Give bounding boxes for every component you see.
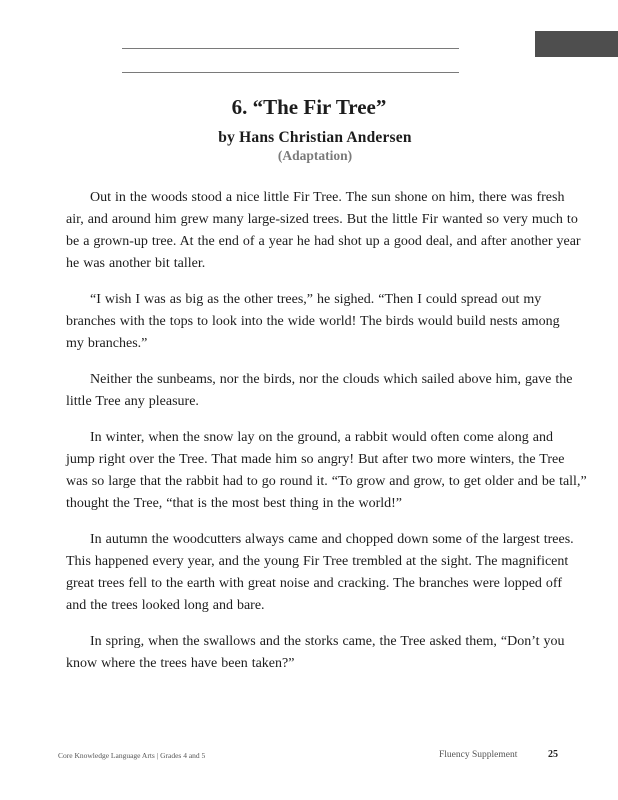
adaptation-note: (Adaptation) — [277, 148, 353, 163]
story-paragraph — [66, 631, 586, 675]
story-paragraph — [66, 427, 586, 515]
text-line: great trees fell to the earth with great noise and cracking. The branches were lopped off — [66, 576, 563, 591]
text-line: he was another bit taller. — [66, 256, 206, 271]
text-line: was so large that the rabbit had to go round it. “To grow and grow, to get older and be tall,” — [66, 474, 587, 489]
author-byline: by Hans Christian Andersen — [218, 129, 412, 146]
story-paragraph — [66, 529, 586, 617]
text-line: my branches.” — [66, 336, 148, 351]
text-line: Neither the sunbeams, nor the birds, nor the clouds which sailed above him, gave the — [90, 372, 573, 387]
text-line: In winter, when the snow lay on the ground, a rabbit would often come along and — [90, 430, 553, 445]
text-line: know where the trees have been taken?” — [66, 656, 295, 671]
text-line: branches with the tops to look into the wide world! The birds would build nests among — [66, 314, 560, 329]
story-paragraph — [66, 289, 586, 355]
text-line: Out in the woods stood a nice little Fir Tree. The sun shone on him, there was fresh — [90, 190, 565, 205]
text-line: thought the Tree, “that is the most best thing in the world!” — [66, 496, 403, 511]
page-number: 25 — [548, 749, 558, 760]
corner-tab — [535, 31, 618, 57]
story-paragraph — [66, 187, 586, 275]
footer-title: Fluency Supplement — [439, 750, 518, 760]
text-line: In autumn the woodcutters always came and chopped down some of the largest trees. — [90, 532, 574, 547]
text-line: This happened every year, and the young Fir Tree trembled at the sight. The magnificent — [66, 554, 569, 569]
page-title: 6. “The Fir Tree” — [231, 95, 387, 119]
name-line — [122, 48, 459, 49]
text-line: little Tree any pleasure. — [66, 394, 199, 409]
text-line: “I wish I was as big as the other trees,” he sighed. “Then I could spread out my — [90, 292, 542, 307]
text-line: be a grown-up tree. At the end of a year he had shot up a good deal, and after another year — [66, 234, 581, 249]
footer-series: Core Knowledge Language Arts | Grades 4 and 5 — [58, 751, 206, 760]
date-line — [122, 72, 459, 73]
text-line: and the trees looked long and bare. — [66, 598, 265, 613]
text-line: In spring, when the swallows and the storks came, the Tree asked them, “Don’t you — [90, 634, 565, 649]
text-line: air, and around him grew many large-sized trees. But the little Fir wanted so very much to — [66, 212, 578, 227]
story-text — [66, 187, 586, 689]
story-paragraph — [66, 369, 586, 413]
text-line: jump right over the Tree. That made him so angry! But after two more winters, the Tree — [66, 452, 565, 467]
